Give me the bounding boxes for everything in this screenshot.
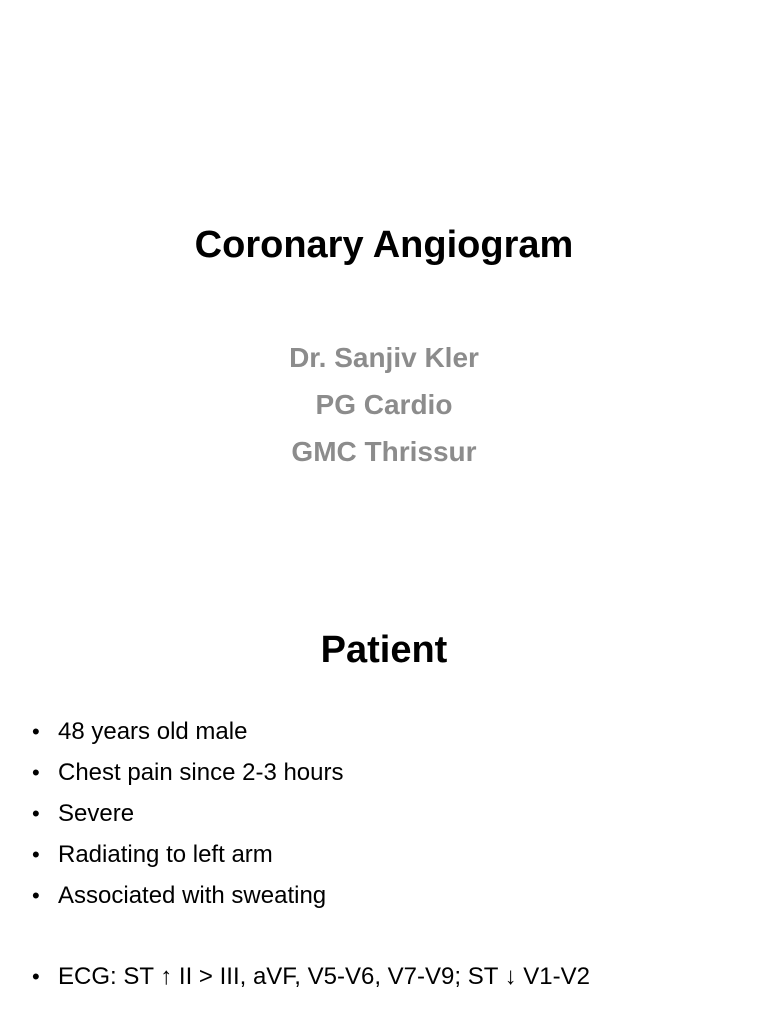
list-item [32, 752, 752, 793]
list-item [32, 711, 752, 752]
list-item [32, 956, 752, 997]
slide-title: Patient [320, 629, 448, 671]
author-department: PG Cardio [315, 389, 453, 420]
list-item [32, 793, 752, 834]
bullet-icon: • [32, 964, 40, 989]
bullet-list [32, 711, 752, 997]
bullet-text: Associated with sweating [58, 882, 327, 909]
author-name: Dr. Sanjiv Kler [289, 342, 479, 373]
bullet-icon: • [32, 883, 40, 908]
bullet-icon: • [32, 801, 40, 826]
list-item [32, 875, 752, 916]
patient-slide [0, 576, 768, 1024]
bullet-text: Chest pain since 2-3 hours [58, 759, 344, 786]
author-institution: GMC Thrissur [291, 436, 477, 467]
slide-title: Coronary Angiogram [194, 224, 574, 266]
bullet-icon: • [32, 842, 40, 867]
bullet-text: Radiating to left arm [58, 841, 273, 868]
subtitle-block [0, 334, 768, 475]
bullet-icon: • [32, 760, 40, 785]
bullet-text: ECG: ST ↑ II > III, aVF, V5-V6, V7-V9; ST ↓ V1-V2 [58, 963, 590, 990]
bullet-text: Severe [58, 800, 135, 827]
list-item [32, 834, 752, 875]
bullet-icon: • [32, 719, 40, 744]
bullet-text: 48 years old male [58, 718, 248, 745]
